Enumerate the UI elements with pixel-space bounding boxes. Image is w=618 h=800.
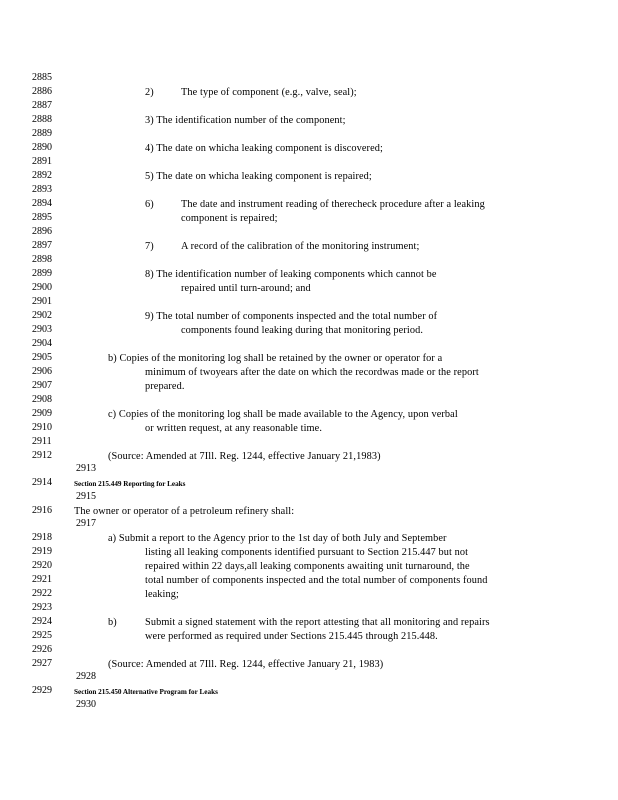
- line-number: 2900: [32, 282, 52, 293]
- line-number: 2913: [76, 463, 96, 474]
- line-number: 2885: [32, 72, 52, 83]
- line-number: 2908: [32, 394, 52, 405]
- paragraph-c: c) Copies of the monitoring log shall be made available to the Agency, upon verbal: [108, 409, 458, 420]
- paragraph-b: minimum of twoyears after the date on which the recordwas made or the report: [145, 367, 479, 378]
- paragraph-b2: were performed as required under Sections 215.445 through 215.448.: [145, 631, 438, 642]
- line-number: 2911: [32, 436, 52, 447]
- line-number: 2923: [32, 602, 52, 613]
- section-heading: Section 215.449 Reporting for Leaks: [74, 480, 186, 488]
- line-number: 2917: [76, 518, 96, 529]
- item-7-text: A record of the calibration of the monitoring instrument;: [181, 241, 420, 252]
- line-number: 2889: [32, 128, 52, 139]
- line-number: 2903: [32, 324, 52, 335]
- line-number: 2914: [32, 477, 52, 488]
- line-number: 2902: [32, 310, 52, 321]
- line-number: 2893: [32, 184, 52, 195]
- paragraph-a: leaking;: [145, 589, 179, 600]
- paragraph-a: a) Submit a report to the Agency prior to the 1st day of both July and September: [108, 533, 447, 544]
- line-number: 2894: [32, 198, 52, 209]
- line-number: 2910: [32, 422, 52, 433]
- item-2-text: The type of component (e.g., valve, seal);: [181, 87, 357, 98]
- line-number: 2906: [32, 366, 52, 377]
- line-number: 2930: [76, 699, 96, 710]
- item-9-text: 9) The total number of components inspected and the total number of: [145, 311, 438, 322]
- item-8-text: repaired until turn-around; and: [181, 283, 311, 294]
- line-number: 2912: [32, 450, 52, 461]
- line-number: 2887: [32, 100, 52, 111]
- line-number: 2925: [32, 630, 52, 641]
- paragraph-b: prepared.: [145, 381, 185, 392]
- paragraph-b2-marker: b): [108, 617, 117, 628]
- line-number: 2886: [32, 86, 52, 97]
- line-number: 2920: [32, 560, 52, 571]
- line-number: 2924: [32, 616, 52, 627]
- item-2-marker: 2): [145, 87, 154, 98]
- line-number: 2915: [76, 491, 96, 502]
- line-number: 2905: [32, 352, 52, 363]
- line-number: 2888: [32, 114, 52, 125]
- line-number: 2899: [32, 268, 52, 279]
- line-number: 2929: [32, 685, 52, 696]
- section-heading: Section 215.450 Alternative Program for Leaks: [74, 688, 218, 696]
- item-9-text: components found leaking during that monitoring period.: [181, 325, 424, 336]
- item-6-marker: 6): [145, 199, 154, 210]
- line-number: 2907: [32, 380, 52, 391]
- paragraph-c: or written request, at any reasonable time.: [145, 423, 322, 434]
- line-number: 2895: [32, 212, 52, 223]
- item-4-text: 4) The date on whicha leaking component is discovered;: [145, 143, 383, 154]
- paragraph-b: b) Copies of the monitoring log shall be retained by the owner or operator for a: [108, 353, 443, 364]
- line-number: 2909: [32, 408, 52, 419]
- line-number: 2916: [32, 505, 52, 516]
- line-number: 2928: [76, 671, 96, 682]
- line-number: 2922: [32, 588, 52, 599]
- line-number: 2904: [32, 338, 52, 349]
- item-7-marker: 7): [145, 241, 154, 252]
- line-number: 2898: [32, 254, 52, 265]
- item-3-text: 3) The identification number of the component;: [145, 115, 346, 126]
- line-number: 2921: [32, 574, 52, 585]
- intro-text: The owner or operator of a petroleum refinery shall:: [74, 506, 295, 517]
- source-note: (Source: Amended at 7Ill. Reg. 1244, effective January 21,1983): [108, 451, 381, 462]
- item-8-text: 8) The identification number of leaking components which cannot be: [145, 269, 437, 280]
- line-number: 2896: [32, 226, 52, 237]
- line-number: 2927: [32, 658, 52, 669]
- source-note: (Source: Amended at 7Ill. Reg. 1244, effective January 21, 1983): [108, 659, 384, 670]
- item-5-text: 5) The date on whicha leaking component is repaired;: [145, 171, 372, 182]
- paragraph-a: repaired within 22 days,all leaking components awaiting unit turnaround, the: [145, 561, 470, 572]
- line-number: 2918: [32, 532, 52, 543]
- paragraph-a: listing all leaking components identified pursuant to Section 215.447 but not: [145, 547, 469, 558]
- line-number: 2919: [32, 546, 52, 557]
- line-number: 2892: [32, 170, 52, 181]
- line-number: 2901: [32, 296, 52, 307]
- line-number: 2897: [32, 240, 52, 251]
- paragraph-b2: Submit a signed statement with the report attesting that all monitoring and repairs: [145, 617, 490, 628]
- paragraph-a: total number of components inspected and the total number of components found: [145, 575, 488, 586]
- line-number: 2926: [32, 644, 52, 655]
- line-number: 2890: [32, 142, 52, 153]
- item-6-text: The date and instrument reading of therecheck procedure after a leaking: [181, 199, 485, 210]
- line-number: 2891: [32, 156, 52, 167]
- item-6-text: component is repaired;: [181, 213, 278, 224]
